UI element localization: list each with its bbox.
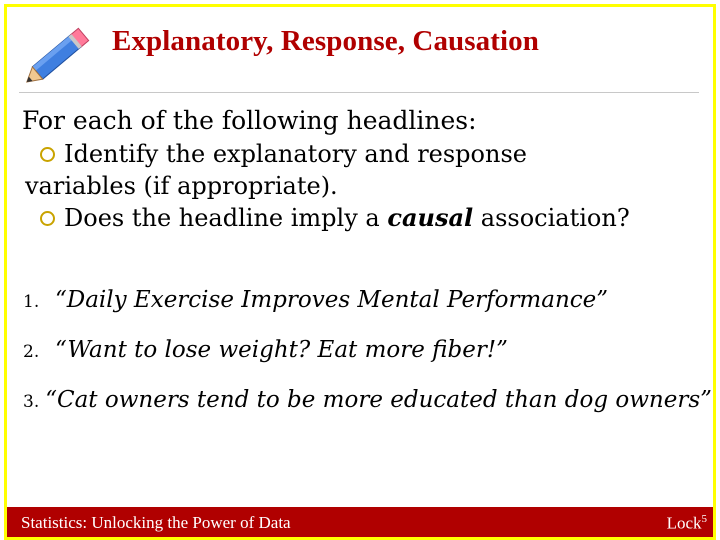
causal-emphasis: causal (387, 203, 474, 232)
headline-list (9, 287, 712, 437)
hollow-circle-bullet-icon (40, 147, 55, 162)
headline-item (9, 387, 712, 437)
headline-item (9, 287, 709, 337)
footer-book-title: Statistics: Unlocking the Power of Data (21, 513, 291, 532)
slide (4, 4, 716, 540)
headline-number: 2. (23, 342, 40, 362)
footer-author-superscript: 5 (701, 513, 707, 525)
headline-item (9, 337, 709, 387)
headline-number: 1. (23, 292, 40, 312)
intro-text: For each of the following headlines: (22, 106, 477, 135)
headline-text: “Want to lose weight? Eat more fiber!” (55, 337, 508, 363)
hollow-circle-bullet-icon (40, 211, 55, 226)
headline-text: “Daily Exercise Improves Mental Performance” (55, 287, 609, 313)
bullet-text-start: Does the headline imply a (64, 204, 388, 232)
slide-body (22, 103, 707, 234)
bullet-item-causal (40, 202, 707, 234)
headline-text: “Cat owners tend to be more educated than dog owners” (45, 387, 712, 413)
footer-bar (7, 507, 713, 537)
pencil-icon (19, 19, 99, 91)
footer-author-name: Lock (666, 513, 702, 533)
footer-author (667, 513, 707, 534)
bullet-text-end: association? (473, 204, 630, 232)
bullet-text-continuation: variables (if appropriate). (25, 172, 338, 200)
slide-title: Explanatory, Response, Causation (112, 25, 539, 57)
title-divider (19, 92, 699, 93)
headline-number: 3. (23, 392, 40, 412)
bullet-text: Identify the explanatory and response (64, 140, 527, 168)
bullet-text (64, 202, 630, 234)
bullet-item-identify (40, 138, 707, 170)
